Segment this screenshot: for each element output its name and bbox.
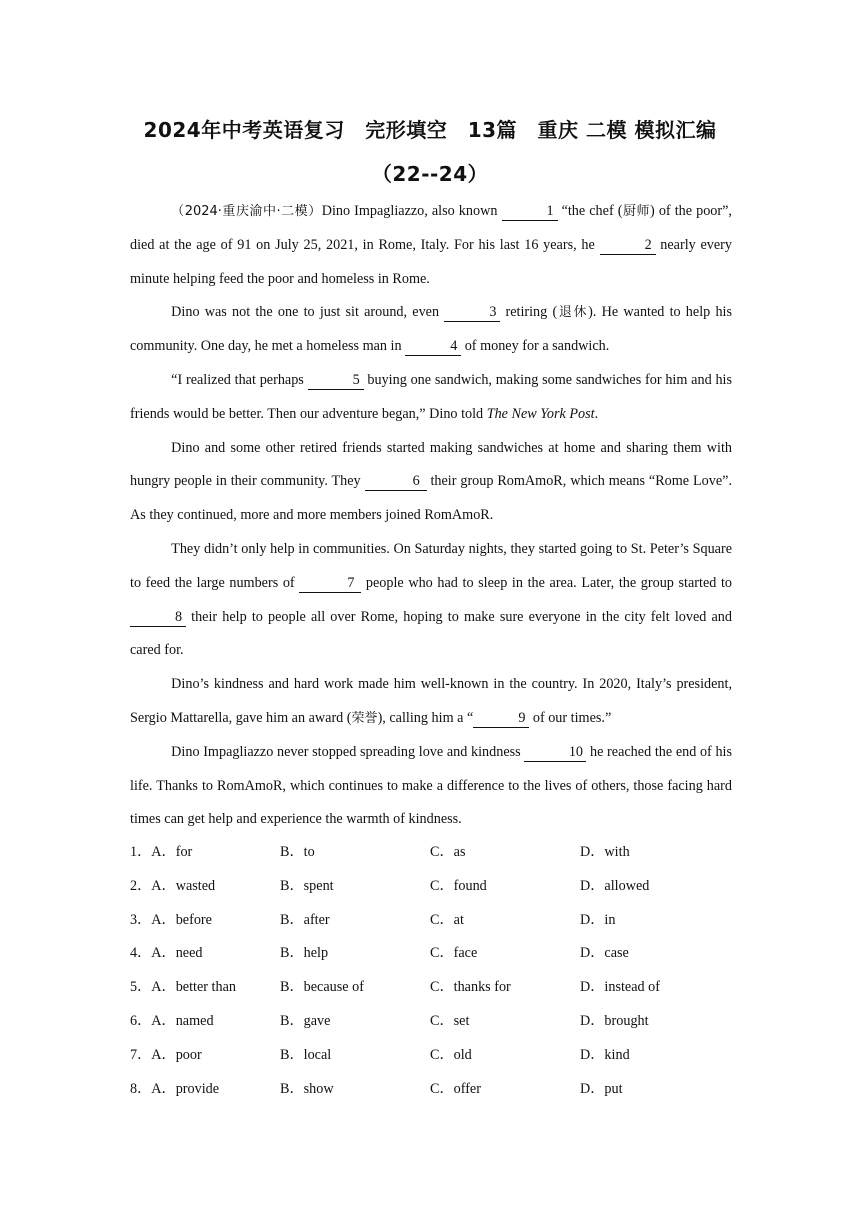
paragraph-1	[130, 195, 732, 296]
text: their help to people all over Rome, hoping to make sure everyone in the city felt loved and cared for.	[130, 608, 732, 659]
text: nearly every minute helping feed the poor and homeless in Rome.	[130, 236, 732, 287]
text: buying one sandwich, making some sandwiches for him and his friends would be better. Then our adventure began,” Dino told	[130, 371, 732, 422]
blank-3: 3	[444, 303, 500, 322]
paragraph-2	[130, 296, 732, 364]
question-row	[130, 870, 732, 904]
option-c: C．offer	[430, 1080, 481, 1097]
option-a: 6．A．named	[130, 1012, 214, 1029]
cjk-gloss: 退休	[557, 305, 589, 321]
option-a: 7．A．poor	[130, 1046, 202, 1063]
option-d: D．allowed	[580, 877, 650, 894]
text: he reached the end of his life. Thanks to RomAmoR, which continues to make a difference to the lives of others, those facing hard times can get help and experience the warmth of kindness.	[130, 743, 733, 828]
document-subtitle: （22--24）	[371, 162, 489, 186]
blank-5: 5	[308, 371, 364, 390]
option-d: D．instead of	[580, 979, 660, 996]
text: Dino’s kindness and hard work made him well-known in the country. In 2020, Italy’s president, Sergio Mattarella, gave him an award (	[130, 676, 732, 726]
text: ), calling him a “	[377, 709, 474, 726]
blank-10: 10	[524, 743, 586, 762]
option-b: B．to	[280, 844, 315, 860]
paragraph-5	[130, 533, 732, 668]
blank-2: 2	[600, 236, 656, 255]
option-a: 1．A．for	[130, 844, 193, 860]
option-b: B．because of	[280, 979, 364, 996]
text: Dino Impagliazzo, also known	[321, 203, 502, 219]
document-title: 2024年中考英语复习 完形填空 13篇 重庆 二模 模拟汇编	[143, 118, 717, 142]
question-row	[130, 904, 732, 938]
text: They didn’t only help in communities. On Saturday nights, they started going to St. Peter’s Square to feed the large numbers of	[130, 540, 732, 591]
cjk-gloss: 厨师	[622, 204, 651, 219]
paragraph-3	[130, 364, 732, 432]
paragraph-6	[130, 668, 732, 736]
option-c: C．set	[430, 1012, 470, 1029]
question-row	[130, 836, 732, 870]
text: of our times.”	[529, 709, 612, 726]
answer-options	[130, 836, 732, 1106]
option-d: D．kind	[580, 1046, 630, 1063]
option-c: C．at	[430, 911, 464, 928]
option-c: C．found	[430, 877, 487, 894]
blank-1: 1	[502, 202, 558, 221]
option-a: 3．A．before	[130, 911, 212, 928]
cjk-gloss: 荣誉	[351, 710, 378, 726]
option-d: D．put	[580, 1080, 623, 1097]
text: ). He wanted to help his community. One day, he met a homeless man in	[130, 304, 732, 355]
blank-8: 8	[130, 608, 186, 627]
text: Dino Impagliazzo never stopped spreading love and kindness	[171, 743, 525, 760]
newspaper-title: The New York Post	[486, 405, 595, 422]
blank-9: 9	[473, 709, 529, 728]
text: Dino and some other retired friends started making sandwiches at home and sharing them with hungry people in their community. They	[130, 439, 732, 490]
option-c: C．as	[430, 844, 466, 860]
option-a: 5．A．better than	[130, 979, 236, 996]
blank-7: 7	[299, 574, 361, 593]
blank-4: 4	[405, 337, 461, 356]
option-b: B．show	[280, 1080, 334, 1097]
text: “the chef (	[557, 203, 623, 219]
text: “I realized that perhaps	[171, 371, 308, 388]
option-d: D．case	[580, 945, 629, 962]
option-d: D．brought	[580, 1012, 649, 1029]
paragraph-4	[130, 432, 732, 533]
question-row	[130, 1073, 732, 1107]
option-c: C．thanks for	[430, 979, 511, 996]
question-row	[130, 1005, 732, 1039]
option-b: B．after	[280, 911, 330, 928]
question-row	[130, 1039, 732, 1073]
text: retiring (	[500, 304, 558, 321]
text: ) of the poor”, died at the age of 91 on July 25, 2021, in Rome, Italy. For his last 16 years, he	[130, 203, 732, 253]
source-label: （2024·重庆渝中·二模）	[171, 204, 322, 219]
option-a: 8．A．provide	[130, 1080, 220, 1097]
option-c: C．face	[430, 945, 478, 962]
text: of money for a sandwich.	[461, 338, 610, 355]
text: their group RomAmoR, which means “Rome Love”. As they continued, more and more members joined RomAmoR.	[130, 473, 732, 524]
option-c: C．old	[430, 1046, 472, 1063]
text: Dino was not the one to just sit around, even	[171, 304, 445, 321]
option-a: 2．A．wasted	[130, 877, 216, 894]
text: people who had to sleep in the area. Later, the group started to	[361, 574, 732, 591]
cloze-passage	[130, 195, 732, 837]
option-b: B．gave	[280, 1012, 331, 1029]
question-row	[130, 937, 732, 971]
option-b: B．spent	[280, 877, 334, 894]
option-d: D．in	[580, 911, 616, 928]
option-b: B．help	[280, 945, 329, 962]
blank-6: 6	[365, 472, 427, 491]
option-d: D．with	[580, 844, 630, 860]
paragraph-7	[130, 736, 732, 837]
option-b: B．local	[280, 1046, 332, 1063]
option-a: 4．A．need	[130, 945, 203, 962]
question-row	[130, 971, 732, 1005]
text: .	[594, 405, 599, 422]
